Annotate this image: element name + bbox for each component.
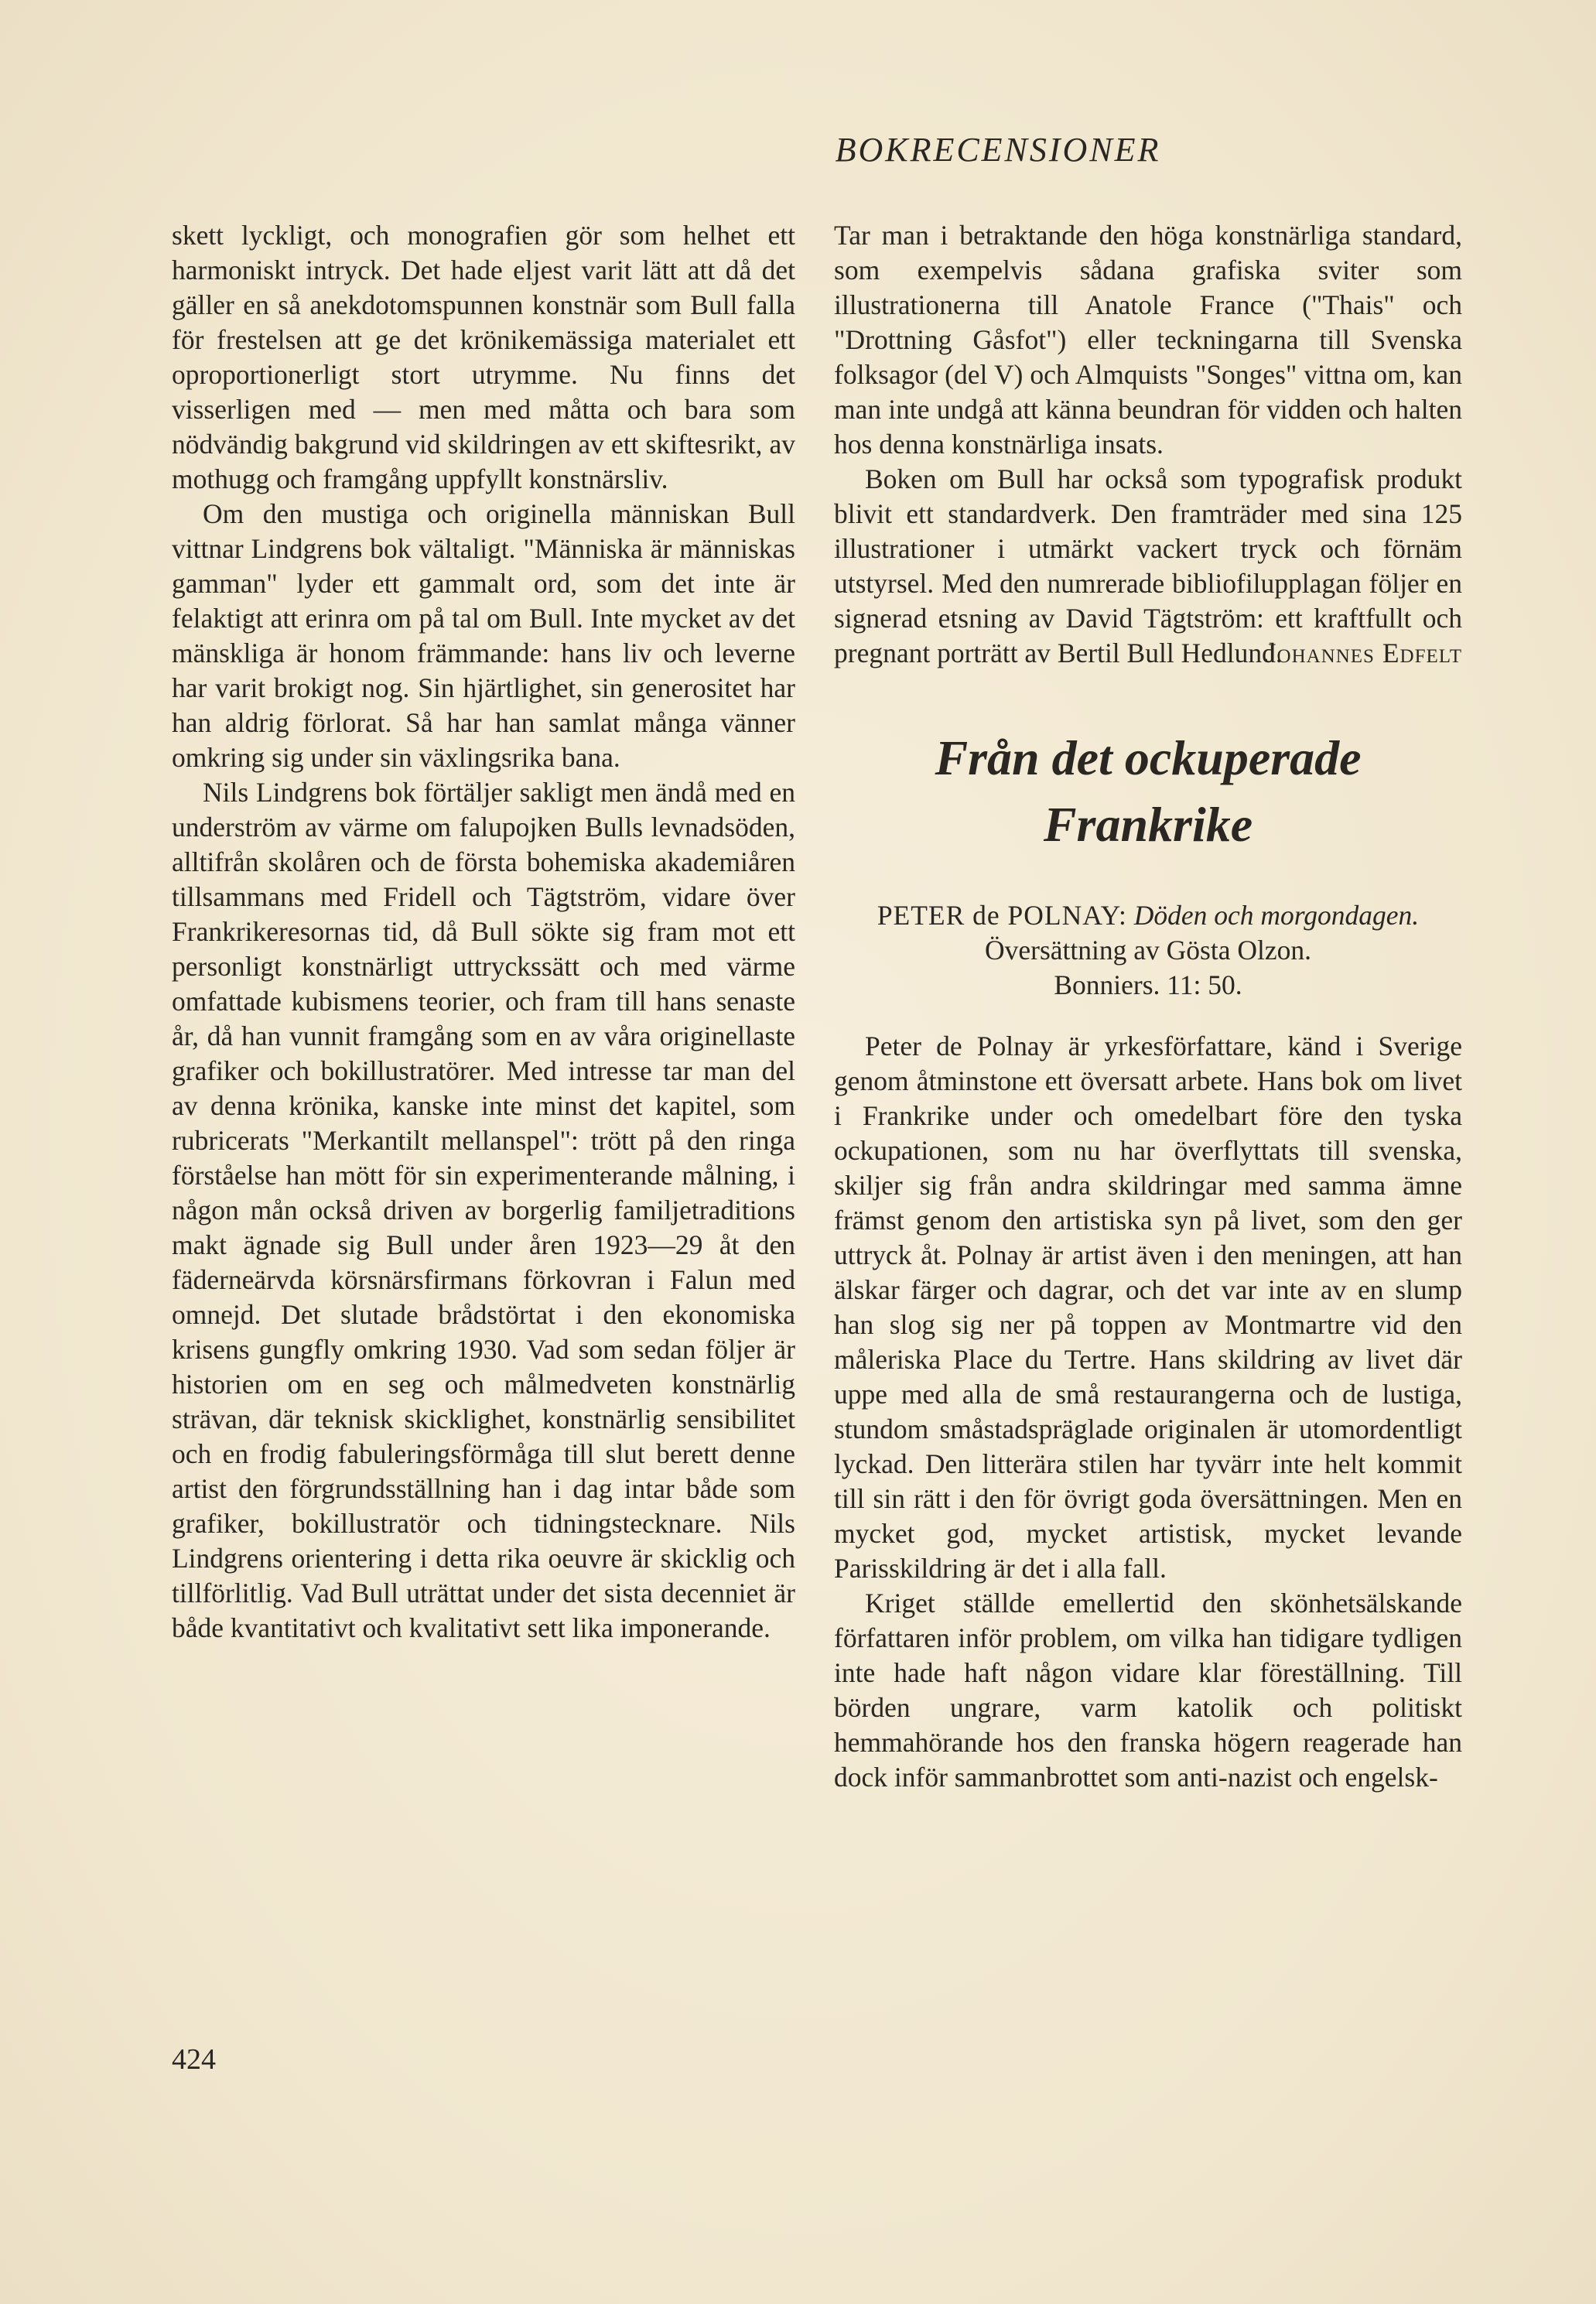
right-paragraph-2: Boken om Bull har också som typografisk produkt blivit ett standardverk. Den framträder med sina 125 illustrationer i utmärkt vackert tryck och förnäm utstyrsel. Med den numrerade bibliofilupplagan följer en signerad etsning av David Tägtström: ett kraftfullt och pregnant porträtt av Bertil Bull Hedlund. <box>834 463 1462 668</box>
book-info <box>857 898 1439 1003</box>
left-paragraph-1: skett lyckligt, och monografien gör som helhet ett harmoniskt intryck. Det hade eljest varit lätt att då det gäller en så anekdotomspunnen konstnär som Bull falla för frestelsen att ge det krönikemässiga materialet ett oproportionerligt stort utrymme. Nu finns det visserligen med — men med måtta och bara som nödvändig bakgrund vid skildringen av ett skiftesrikt, av mothugg och framgång uppfyllt konstnärsliv. <box>172 220 795 494</box>
review-title-line-2: Frankrike <box>1043 797 1253 852</box>
right-paragraph-1: Tar man i betraktande den höga konstnärliga standard, som exempelvis sådana grafiska sviter som illustrationerna till Anatole France ("Thais" och "Drottning Gåsfot") eller teckningarna till Svenska folksagor (del V) och Almquists "Songes" vittna om, kan man inte undgå att känna beundran för vidden och halten hos denna konstnärliga insats. <box>834 220 1462 460</box>
book-title: Döden och morgondagen. <box>1133 900 1420 931</box>
left-paragraph-3: Nils Lindgrens bok förtäljer sakligt men ändå med en underström av värme om falupojken Bulls levnadsöden, alltifrån skolåren och de första bohemiska akademiåren tillsammans med Fridell och Tägtström, vidare över Frankrikeresornas tid, då Bull sökte sig fram mot ett personligt konstnärligt uttryckssätt och med värme omfattade kubismens teorier, och fram till hans senaste år, då han vunnit framgång som en av våra originellaste grafiker och bokillustratörer. Med intresse tar man del av denna krönika, kanske inte minst det kapitel, som rubricerats "Merkantilt mellanspel": trött på den ringa förståelse han mött för sin experimenterande målning, i någon mån också driven av borgerlig familjetraditions makt ägnade sig Bull under åren 1923—29 åt den fäderneärvda körsnärsfirmans förkovran i Falun med omnejd. Det slutade brådstörtat i den ekonomiska krisens gungfly omkring 1930. Vad som sedan följer är historien om en seg och målmedveten konstnärlig strävan, där teknisk skicklighet, konstnärlig sensibilitet och en frodig fabuleringsförmåga till slut berett denne artist den förgrundsställning han i dag intar både som grafiker, bokillustratör och tidningstecknare. Nils Lindgrens orientering i detta rika oeuvre är skicklig och tillförlitlig. Vad Bull uträttat under det sista decenniet är både kvantitativt och kvalitativt sett lika imponerande. <box>172 777 795 1643</box>
running-head: BOKRECENSIONER <box>835 131 1161 169</box>
review-body <box>834 1029 1462 1795</box>
review-paragraph-1: Peter de Polnay är yrkesförfattare, känd i Sverige genom åtminstone ett översatt arbete. Hans bok om livet i Frankrike under och omedelbart före den tyska ockupationen, som nu har överflyttats till svenska, skiljer sig från andra skildringar med samma ämne främst genom den artistiska syn på livet, som den ger uttryck åt. Polnay är artist även i den meningen, att han älskar färger och dagrar, och det var inte av en slump han slog sig ner på toppen av Montmartre vid den måleriska Place du Tertre. Hans skildring av livet där uppe med alla de små restaurangerna och de lustiga, stundom småstadspräglade originalen är utomordentligt lyckad. Den litterära stilen har tyvärr inte helt kommit till sin rätt i den för övrigt goda översättningen. Men en mycket god, mycket artistisk, mycket levande Parisskildring är det i alla fall. <box>834 1031 1462 1584</box>
page-number: 424 <box>172 2043 216 2076</box>
review-title <box>834 725 1462 858</box>
book-translation: Översättning av Gösta Olzon. <box>985 935 1311 966</box>
reviewer-signature: Johannes Edfelt <box>1265 638 1462 668</box>
book-author: PETER de POLNAY: <box>877 900 1127 931</box>
review-paragraph-2: Kriget ställde emellertid den skönhetsälskande författaren inför problem, om vilka han tidigare tydligen inte hade haft någon vidare klar föreställning. Till börden ungrare, varm katolik och politiskt hemmahörande hos den franska högern reagerade han dock inför sammanbrottet som anti-nazist och engelsk- <box>834 1588 1462 1793</box>
left-column <box>172 218 795 1646</box>
right-column <box>834 218 1462 1795</box>
left-paragraph-2: Om den mustiga och originella människan Bull vittnar Lindgrens bok vältaligt. "Människa är människas gamman" lyder ett gammalt ord, som det inte är felaktigt att erinra om på tal om Bull. Inte mycket av det mänskliga är honom främmande: hans liv och leverne har varit brokigt nog. Sin hjärtlighet, sin generositet har han aldrig förlorat. Så har han samlat många vänner omkring sig under sin växlingsrika bana. <box>172 498 795 773</box>
review-title-line-1: Från det ockuperade <box>935 730 1362 785</box>
book-publisher: Bonniers. 11: 50. <box>1054 969 1242 1000</box>
